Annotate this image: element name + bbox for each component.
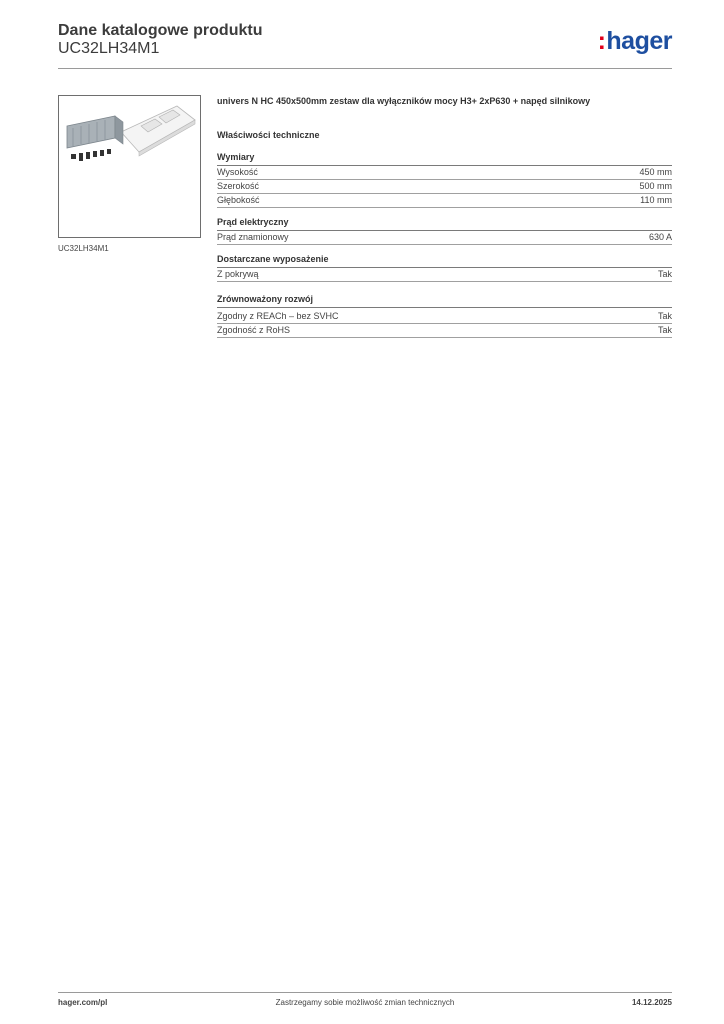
product-details — [217, 95, 672, 338]
group-sustainability — [217, 294, 672, 338]
property-row — [217, 231, 672, 245]
page-header — [58, 22, 672, 68]
product-illustration — [59, 96, 200, 237]
property-value: Tak — [657, 269, 672, 279]
property-row — [217, 194, 672, 208]
product-code: UC32LH34M1 — [58, 40, 160, 57]
property-label: Szerokość — [217, 181, 260, 191]
header-divider — [58, 68, 672, 69]
document-title: Dane katalogowe produktu — [58, 22, 263, 39]
property-value: 500 mm — [639, 181, 672, 191]
property-row — [217, 268, 672, 282]
hardware-part — [71, 154, 76, 159]
property-value: 630 A — [648, 232, 672, 242]
logo-text: hager — [606, 27, 672, 55]
technical-properties-heading: Właściwości techniczne — [217, 130, 320, 140]
hager-logo[interactable] — [598, 27, 672, 56]
hardware-part — [100, 150, 104, 156]
property-row — [217, 180, 672, 194]
group-title: Zrównoważony rozwój — [217, 294, 672, 308]
footer-website-link[interactable]: hager.com/pl — [58, 998, 108, 1007]
property-row — [217, 166, 672, 180]
footer-notice: Zastrzegamy sobie możliwość zmian technicznych — [275, 998, 455, 1007]
hardware-part — [86, 152, 90, 159]
group-electric-current — [217, 217, 672, 245]
product-description: univers N HC 450x500mm zestaw dla wyłączników mocy H3+ 2xP630 + napęd silnikowy — [217, 96, 591, 106]
property-label: Prąd znamionowy — [217, 232, 289, 242]
hardware-part — [93, 151, 97, 157]
property-label: Wysokość — [217, 167, 258, 177]
property-label: Zgodność z RoHS — [217, 325, 291, 335]
group-title: Wymiary — [217, 152, 672, 166]
property-row — [217, 310, 672, 324]
image-caption: UC32LH34M1 — [58, 244, 109, 253]
footer-date: 14.12.2025 — [631, 998, 672, 1007]
group-dimensions — [217, 152, 672, 208]
property-row — [217, 324, 672, 338]
property-value: Tak — [657, 325, 672, 335]
hardware-part — [107, 149, 111, 154]
property-value: 450 mm — [639, 167, 672, 177]
group-title: Dostarczane wyposażenie — [217, 254, 672, 268]
property-value: Tak — [657, 311, 672, 321]
property-value: 110 mm — [640, 195, 672, 205]
group-supplied-equipment — [217, 254, 672, 282]
group-title: Prąd elektryczny — [217, 217, 672, 231]
property-label: Zgodny z REACh – bez SVHC — [217, 311, 339, 321]
property-label: Z pokrywą — [217, 269, 259, 279]
logo-colon: : — [597, 27, 606, 55]
property-label: Głębokość — [217, 195, 260, 205]
footer-divider — [58, 992, 672, 993]
hardware-part — [79, 153, 83, 161]
product-image — [58, 95, 201, 238]
